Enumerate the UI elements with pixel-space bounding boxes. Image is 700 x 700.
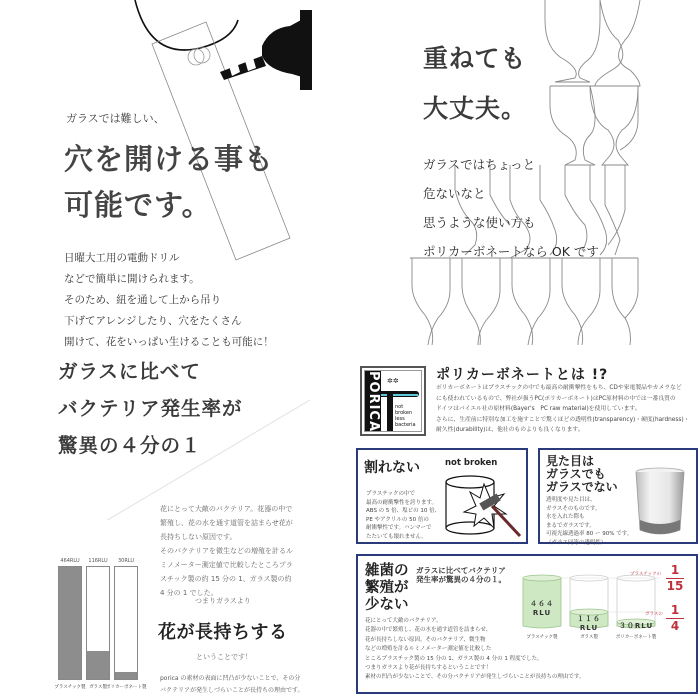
foot-line: porica の素材の表面に凹凸が少ないことで、その分	[160, 675, 301, 682]
body-line: 花器の中で繁殖し、花の水を通す道管を詰まらせ、	[365, 627, 492, 634]
body-line: ミノメーター測定値で比較したところプラ	[160, 561, 293, 569]
body-line: たたいても壊れません。	[366, 533, 427, 540]
body-line: そのため、紐を通して上から吊り	[64, 294, 222, 306]
body-line: ポリカーボネートはプラスチックの中でも最高の耐衝撃性をもち、CDや家電製品やカメラなど	[436, 385, 682, 391]
bar-label: プラスチック製	[54, 685, 86, 690]
tag-line: less bacteria	[395, 416, 416, 428]
bar-value: 116RLU	[88, 558, 108, 564]
headline-line: 驚異の４分の１	[58, 434, 202, 457]
cylinder-label: プラスチック製	[526, 635, 558, 640]
cylinder-label: ガラス製	[580, 635, 598, 640]
fraction-1-4	[666, 604, 684, 633]
body-line: まるでガラスです。	[546, 522, 595, 529]
body-line: 思うような使い方も	[423, 215, 536, 230]
headline-line: バクテリア発生率が	[58, 397, 243, 420]
sub-text: ということです！	[196, 653, 252, 661]
top-left-subtitle: ガラスでは難しい、	[66, 112, 165, 125]
body-line: にも使われているもので、弊社が扱うPC(ポリカーボネート)はPC原材料の中では一番良質の	[436, 395, 676, 402]
body-line: ポリカーボネートなら OK です	[423, 244, 599, 259]
bar-value: 464RLU	[60, 558, 80, 564]
card-en-title: not broken	[445, 458, 498, 468]
bar-fill	[59, 567, 81, 679]
polycarbonate-title: ポリカーボネートとは !?	[436, 367, 609, 383]
body-line: 素材の凹凸が少ないことで、その分バクテリアが発生しづらいことが長持ちの理由です。	[365, 674, 585, 681]
title-line: 雑菌の	[365, 563, 409, 579]
bottom-left-body	[160, 502, 295, 600]
body-line: 可視光線透過率 80 ー 90% です。	[546, 531, 633, 538]
fraction-den: 15	[666, 579, 684, 593]
body-line: 透明度や見た目は、	[546, 497, 596, 503]
body-line: プラスチックの中で	[366, 491, 416, 497]
bar-value: 30RLU	[117, 558, 135, 564]
headline-line: ガラスに比べて	[58, 360, 201, 383]
sparkle-icon: ✲✲	[387, 377, 399, 385]
body-line: ところプラスチック製の 15 分の 1、ガラス製の 4 分の 1 程度でした。	[365, 655, 543, 662]
title-line: 穴を開ける事も	[64, 142, 275, 176]
body-line: さらに、生産前に特別な加工を施すことで驚くほどの透明性(transparency)・硬度(hardness)・	[436, 416, 690, 423]
stackable-title	[423, 34, 527, 134]
card-headline	[416, 566, 506, 584]
fraction-num: 1	[670, 563, 680, 577]
fraction-1-15	[666, 564, 684, 593]
bacteria-headline	[58, 353, 243, 464]
card-title: 割れない	[364, 460, 420, 476]
body-line: 耐久性(durability)は、他社のものよりも良くなります。	[436, 427, 584, 434]
top-left-title	[64, 136, 274, 228]
body-line: 最高の耐衝撃性を誇ります。	[366, 499, 438, 506]
body-line: 開けて、花をいっぱい生けることも可能に！	[64, 336, 274, 348]
hammer-cup-icon	[440, 470, 526, 540]
bar-glass	[86, 556, 110, 690]
title-line: ガラスでない	[546, 480, 618, 494]
body-line: などの増殖を計るルミノメーター測定値を比較した	[365, 646, 492, 653]
bar-label: ガラス製	[89, 685, 107, 690]
title-line: ガラスでも	[546, 467, 606, 481]
lead-text: つまりガラスより	[195, 597, 251, 605]
body-line: 日曜大工用の電動ドリル	[64, 252, 180, 264]
body-line: 繁殖し、花の水を通す道管を詰まらせ花が	[160, 519, 293, 527]
fraction-den: 4	[670, 619, 680, 633]
cylinder-label: ポリカーボネート製	[615, 635, 657, 640]
string-icon	[135, 0, 238, 50]
cylinder-value: １１６RLU	[577, 615, 601, 632]
title-line: 可能です。	[64, 188, 212, 222]
body-line: 花が長持ちしない原因。そのバクテリア、微生物	[365, 636, 486, 643]
long-lasting-headline: 花が長持ちする	[158, 622, 288, 643]
foot-line: バクテリアが発生しづらいことが長持ちの理由です。	[160, 687, 304, 694]
bar-polycarbonate	[106, 556, 147, 690]
tag-line: not broken	[395, 404, 413, 416]
fraction-label: プラスチックの	[630, 572, 662, 577]
cylinder-value: ３０RLU	[618, 622, 654, 630]
body-line: そのバクテリアを微生などの増殖を計るル	[160, 547, 293, 555]
body-line: （ガラス同等の透明性）	[546, 539, 607, 546]
body-line: 花にとって大敵のバクテリア。花器の中で	[160, 505, 293, 513]
cylinder-value: ４６４RLU	[530, 600, 554, 617]
title-line: 繁殖が	[365, 580, 409, 596]
card-title	[546, 455, 618, 494]
bar-plastic	[54, 556, 86, 690]
bar-fill	[87, 651, 109, 679]
body-line: PE やアクリルの 50 倍の	[366, 516, 429, 523]
polycarbonate-body	[436, 383, 698, 436]
card-body	[366, 490, 446, 542]
logo-word: PORICA	[366, 371, 381, 433]
body-line: ガラスではちょっと	[423, 157, 536, 172]
fraction-num: 1	[670, 603, 680, 617]
title-line: 大丈夫。	[423, 94, 528, 123]
bottom-left-footnote	[160, 673, 305, 697]
card-body	[546, 496, 636, 548]
body-line: 水を入れた際も	[546, 514, 585, 521]
body-line: などで簡単に開けられます。	[64, 273, 200, 285]
rlu-bar-chart	[55, 556, 145, 700]
title-line: 見た目は	[546, 454, 595, 468]
headline-line: 発生率が驚異の４分の１。	[416, 575, 506, 584]
top-left-body	[64, 248, 274, 353]
body-line: 花にとって大敵のバクテリア。	[365, 618, 442, 624]
fraction-label: ガラスの	[645, 612, 663, 617]
stackable-body	[423, 150, 599, 266]
body-line: ABS の 5 倍、塩ビの 10 倍、	[366, 508, 441, 515]
body-line: ガラスそのものです。	[546, 505, 601, 512]
body-line: 4 分の 1 でした。	[160, 589, 218, 597]
title-line: 少ない	[365, 597, 409, 613]
bar-fill	[115, 672, 137, 679]
body-line: つまりガラスより花が長持ちするということです！	[365, 665, 492, 672]
logo-tagline	[395, 404, 421, 428]
drill-icon	[220, 10, 312, 90]
card-title	[365, 563, 409, 614]
headline-line: ガラスに比べてバクテリア	[416, 566, 506, 575]
body-line: 長持ちしない原因です。	[160, 533, 237, 541]
body-line: 危ないなと	[423, 186, 486, 201]
body-line: 下げてアレンジしたり、穴をたくさん	[64, 315, 242, 327]
porica-logo	[360, 366, 426, 436]
bar-label: ポリカーボネート製	[106, 685, 147, 690]
body-line: 耐衝撃性です。ハンマーで	[366, 525, 432, 532]
body-line: スチック製の約 15 分の 1、ガラス製の約	[160, 575, 292, 583]
title-line: 重ねても	[423, 44, 527, 73]
tumbler-glass-icon	[632, 466, 688, 540]
body-line: ドイツはバイエル社の原材料(Bayer's PC raw material)を使用しています。	[436, 406, 641, 413]
